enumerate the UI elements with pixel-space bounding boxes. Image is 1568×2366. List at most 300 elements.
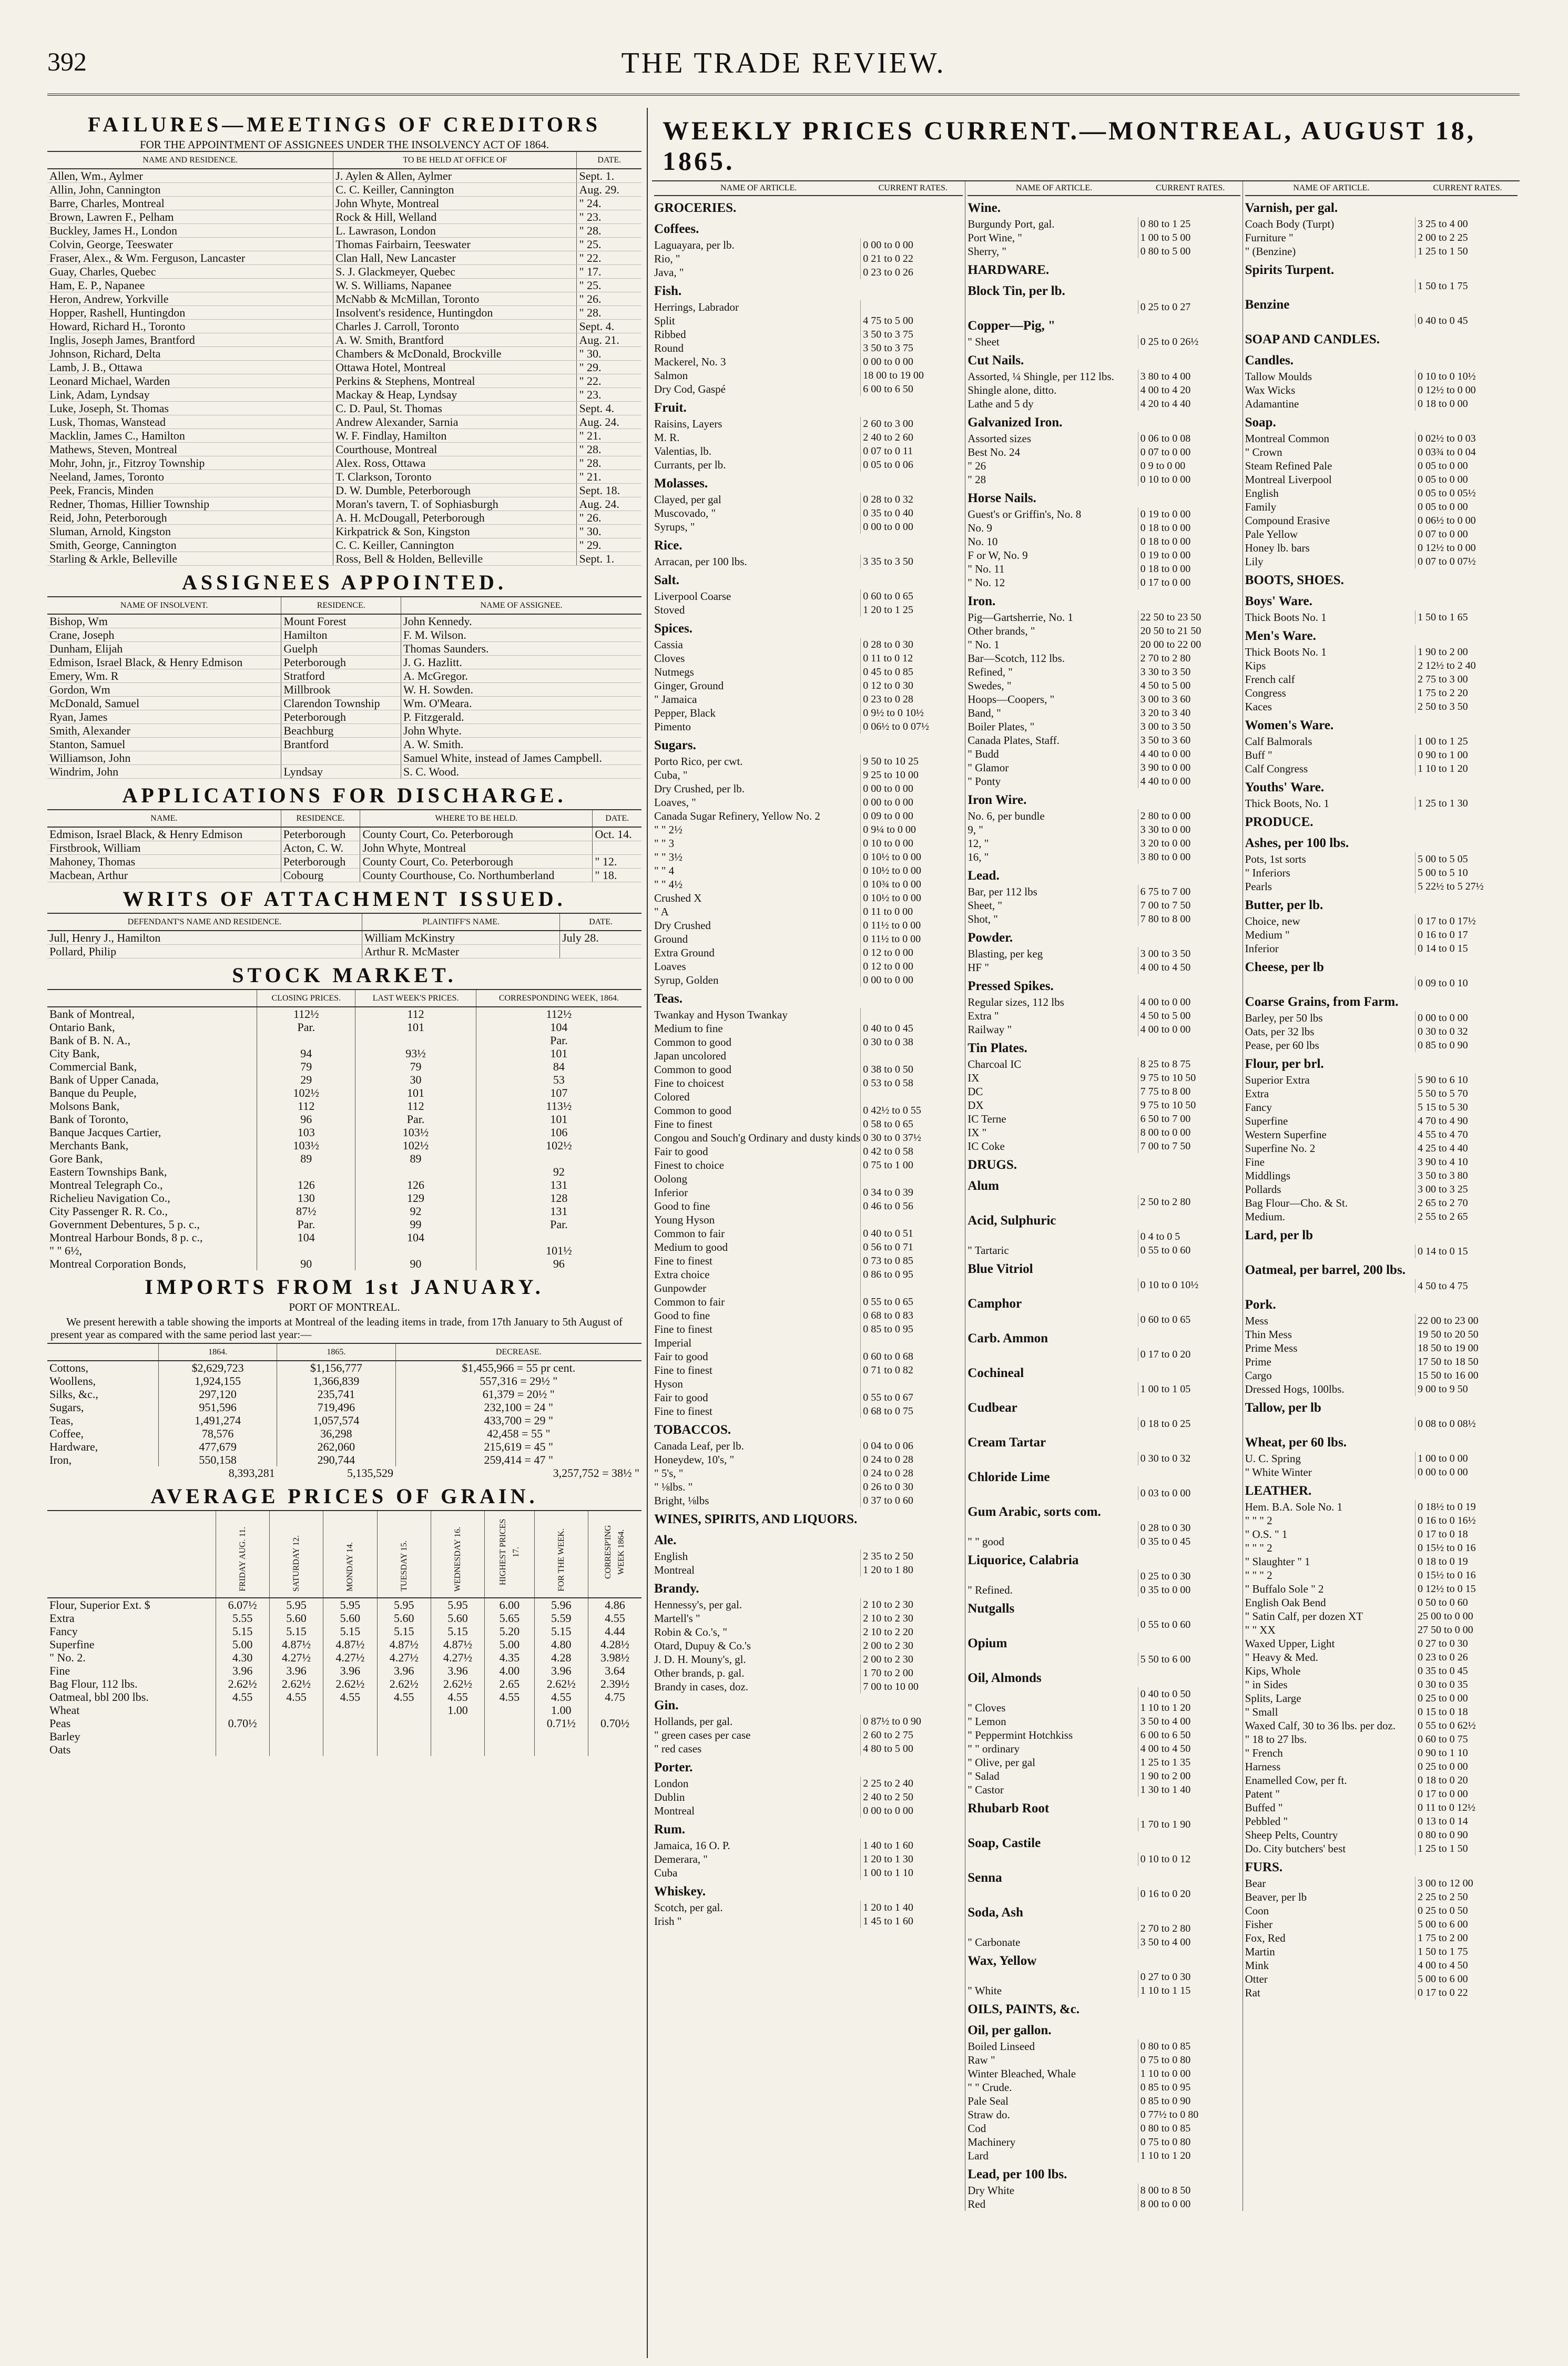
current-rate: 0 55 to 0 65 — [860, 1295, 963, 1309]
article-name: Dry Crushed — [654, 919, 711, 932]
price-row — [968, 809, 1240, 823]
article-name: " Peppermint Hotchkiss — [968, 1729, 1073, 1741]
current-rate: 0 00 to 0 00 — [860, 782, 963, 796]
current-rate: 0 25 to 0 50 — [1415, 1904, 1518, 1918]
current-rate: 1 10 to 1 20 — [1138, 1701, 1240, 1715]
article-name: Martell's " — [654, 1612, 700, 1625]
total-cell — [47, 1466, 159, 1480]
table-cell: Lamb, J. B., Ottawa — [47, 361, 333, 374]
table-cell: 2.39½ — [588, 1677, 642, 1690]
category-heading — [968, 1292, 1240, 1313]
current-rate: 5 22½ to 5 27½ — [1415, 880, 1518, 893]
current-rate: 9 75 to 10 50 — [1138, 1098, 1240, 1112]
price-row — [968, 2108, 1240, 2122]
table-row — [47, 1401, 642, 1414]
table-row — [47, 361, 642, 374]
current-rate: 0 00 to 0 00 — [860, 238, 963, 252]
price-row — [654, 1404, 963, 1418]
article-name: " Castor — [968, 1783, 1004, 1796]
article-name: Shingle alone, ditto. — [968, 384, 1057, 396]
column-header — [323, 1511, 377, 1598]
price-row — [1245, 244, 1518, 258]
column-header: TO BE HELD AT OFFICE OF — [333, 151, 577, 169]
table-cell: 102½ — [476, 1139, 642, 1152]
table-cell: Extra — [49, 1612, 75, 1625]
table-cell: Beachburg — [281, 724, 401, 738]
category-heading — [968, 1949, 1240, 1970]
price-row — [968, 2197, 1240, 2211]
table-row — [47, 1126, 642, 1139]
price-row — [1245, 1417, 1518, 1431]
current-rate: 9 00 to 9 50 — [1415, 1382, 1518, 1396]
table-row — [47, 1178, 642, 1191]
table-cell — [588, 1704, 642, 1717]
price-row — [654, 1063, 963, 1076]
price-row — [1245, 1959, 1518, 1972]
category-name: FURS. — [1245, 1860, 1283, 1874]
table-cell: Charles J. Carroll, Toronto — [333, 320, 577, 333]
table-cell: Gore Bank, — [49, 1152, 103, 1165]
table-cell: Smith, Alexander — [47, 724, 281, 738]
table-row — [47, 1717, 642, 1730]
price-row — [654, 1715, 963, 1728]
current-rate: 0 00 to 0 00 — [860, 796, 963, 809]
table-cell: Wm. O'Meara. — [401, 697, 642, 710]
price-row — [1245, 686, 1518, 700]
price-row — [1245, 797, 1518, 810]
article-name: Martin — [1245, 1945, 1275, 1958]
table-cell: 128 — [476, 1191, 642, 1205]
table-row — [47, 538, 642, 552]
current-rate: 0 30 to 0 35 — [1415, 1678, 1518, 1691]
category-name: Salt. — [654, 573, 679, 587]
category-name: Tin Plates. — [968, 1041, 1027, 1055]
price-row — [654, 1563, 963, 1577]
table-row — [47, 306, 642, 320]
table-cell: Cobourg — [281, 869, 360, 882]
price-row — [654, 946, 963, 960]
table-cell — [269, 1730, 323, 1743]
table-cell: " 24. — [577, 197, 642, 210]
name-of-article-header: NAME OF ARTICLE. — [1293, 183, 1370, 192]
category-heading — [1245, 1431, 1518, 1452]
price-row — [1245, 1801, 1518, 1814]
column-header-label: FRIDAY AUG. 11. — [238, 1527, 247, 1592]
article-name — [968, 1818, 1137, 1831]
table-row — [47, 945, 642, 958]
price-row — [654, 1254, 963, 1268]
current-rate: 2 10 to 2 30 — [860, 1598, 963, 1612]
current-rate: 5 90 to 6 10 — [1415, 1073, 1518, 1087]
current-rate: 0 00 to 0 00 — [860, 355, 963, 369]
current-rate: 2 60 to 3 00 — [860, 417, 963, 431]
article-name: Red — [968, 2198, 986, 2210]
article-name: Swedes, " — [968, 679, 1012, 692]
price-row — [1245, 1355, 1518, 1369]
article-name: Fine to finest — [654, 1118, 712, 1130]
current-rate: 0 75 to 0 80 — [1138, 2135, 1240, 2149]
current-rate: 2 25 to 2 50 — [1415, 1890, 1518, 1904]
price-row — [1245, 231, 1518, 244]
table-cell: 6.00 — [485, 1598, 534, 1612]
table-cell: 259,414 = 47 " — [395, 1453, 642, 1466]
price-row — [654, 493, 963, 506]
current-rate: 0 10 to 0 12 — [1138, 1852, 1240, 1866]
current-rate: 1 10 to 1 15 — [1138, 1984, 1240, 1997]
table-cell: 2.62½ — [377, 1677, 431, 1690]
table-cell — [269, 1704, 323, 1717]
article-name: Good to fine — [654, 1309, 710, 1322]
current-rate: 0 28 to 0 30 — [1138, 1521, 1240, 1535]
article-name: HF " — [968, 961, 989, 974]
table-cell: Aug. 29. — [577, 183, 642, 197]
table-cell: 131 — [476, 1178, 642, 1191]
column-header — [431, 1511, 484, 1598]
table-cell: Aug. 21. — [577, 333, 642, 347]
article-name: Oolong — [654, 1172, 687, 1185]
table-row — [47, 279, 642, 292]
current-rate: 0 11 to 0 12 — [860, 651, 963, 665]
price-row — [1245, 397, 1518, 411]
table-cell: Banque Jacques Cartier, — [49, 1126, 161, 1139]
table-cell: 4.27½ — [431, 1651, 484, 1664]
table-cell: 2.65 — [485, 1677, 534, 1690]
price-row — [968, 507, 1240, 521]
article-name: M. R. — [654, 431, 680, 444]
current-rate: 0 55 to 0 60 — [1138, 1243, 1240, 1257]
table-cell: Richelieu Navigation Co., — [49, 1191, 170, 1205]
table-cell: 4.86 — [588, 1598, 642, 1612]
table-cell: Jull, Henry J., Hamilton — [47, 931, 362, 945]
table-cell: 4.27½ — [323, 1651, 377, 1664]
article-name: " ⅛lbs. " — [654, 1481, 693, 1493]
current-rate: 0 05 to 0 00 — [1415, 500, 1518, 514]
table-row — [47, 1205, 642, 1218]
article-name: 16, " — [968, 851, 989, 863]
table-cell: 4.55 — [377, 1690, 431, 1704]
current-rate: 1 00 to 0 00 — [1415, 1452, 1518, 1465]
current-rate: 0 85 to 0 90 — [1138, 2094, 1240, 2108]
price-row — [1245, 735, 1518, 748]
article-name: Extra choice — [654, 1268, 710, 1281]
column-header-label: CORRESP'ING WEEK 1864. — [604, 1525, 626, 1579]
table-cell: 262,060 — [277, 1440, 395, 1453]
price-row — [968, 1701, 1240, 1715]
current-rate: 1 00 to 1 05 — [1138, 1382, 1240, 1396]
table-cell — [355, 1165, 476, 1178]
price-row — [1245, 1890, 1518, 1904]
header-row — [47, 151, 642, 169]
current-rate: 2 35 to 2 50 — [860, 1549, 963, 1563]
price-row — [968, 548, 1240, 562]
current-rate: 3 30 to 3 50 — [1138, 665, 1240, 679]
current-rate: 0 85 to 0 90 — [1415, 1038, 1518, 1052]
column-header-label: SATURDAY 12. — [292, 1535, 301, 1592]
category-name: Fruit. — [654, 401, 687, 415]
article-name — [1245, 1279, 1415, 1293]
category-name: Carb. Ammon — [968, 1331, 1048, 1345]
current-rate: 0 25 to 0 00 — [1415, 1691, 1518, 1705]
price-row — [1245, 432, 1518, 445]
price-row — [1245, 1582, 1518, 1596]
column-header — [588, 1511, 642, 1598]
price-row — [654, 1377, 963, 1391]
current-rate: 1 25 to 1 30 — [1415, 797, 1518, 810]
category-name: Nutgalls — [968, 1602, 1015, 1616]
current-rate: 2 50 to 3 50 — [1415, 700, 1518, 713]
article-name: Raw " — [968, 2054, 995, 2066]
category-name: Brandy. — [654, 1582, 699, 1596]
table-cell: 112 — [355, 1007, 476, 1021]
price-row — [654, 1680, 963, 1694]
category-name: Wax, Yellow — [968, 1954, 1037, 1968]
price-row — [654, 932, 963, 946]
table-row — [47, 238, 642, 251]
price-row — [968, 1112, 1240, 1126]
category-name: Powder. — [968, 931, 1013, 945]
price-row — [968, 1126, 1240, 1139]
price-row — [1245, 700, 1518, 713]
grain-section — [47, 1485, 642, 1756]
current-rate: 0 07 to 0 07½ — [1415, 555, 1518, 568]
article-name: Furniture " — [1245, 231, 1294, 244]
article-name: " Ponty — [968, 775, 1001, 788]
price-row — [1245, 1877, 1518, 1890]
article-name: Refined, " — [968, 666, 1013, 678]
price-row — [968, 1195, 1240, 1209]
current-rate: 4 70 to 4 90 — [1415, 1114, 1518, 1128]
article-name: Scotch, per gal. — [654, 1901, 723, 1914]
current-rate: 0 45 to 0 85 — [860, 665, 963, 679]
current-rate: 0 19 to 0 00 — [1138, 548, 1240, 562]
current-rate: 7 75 to 8 00 — [1138, 1085, 1240, 1098]
table-cell: " 23. — [577, 210, 642, 224]
current-rate: 1 00 to 1 25 — [1415, 735, 1518, 748]
price-row — [1245, 672, 1518, 686]
table-cell: McNabb & McMillan, Toronto — [333, 292, 577, 306]
current-rate: 7 00 to 7 50 — [1138, 1139, 1240, 1153]
current-rate: 0 08 to 0 08½ — [1415, 1417, 1518, 1431]
column-header: RESIDENCE. — [281, 810, 360, 827]
table-row — [47, 1139, 642, 1152]
table-cell: A. W. Smith, Brantford — [333, 333, 577, 347]
current-rate: 0 16 to 0 16½ — [1415, 1514, 1518, 1527]
article-name: " Lemon — [968, 1715, 1006, 1728]
price-row — [968, 1769, 1240, 1783]
table-row — [47, 1047, 642, 1060]
article-name: Java, " — [654, 266, 684, 279]
table-cell: 4.55 — [588, 1612, 642, 1625]
category-name: DRUGS. — [968, 1158, 1017, 1172]
current-rate: 0 07 to 0 00 — [1138, 445, 1240, 459]
header-row — [47, 1343, 642, 1361]
current-rate: 0 30 to 0 37½ — [860, 1131, 963, 1145]
current-rate: 4 50 to 5 00 — [1138, 1009, 1240, 1023]
current-rate: 0 24 to 0 28 — [860, 1466, 963, 1480]
article-name: Hoops—Coopers, " — [968, 693, 1055, 706]
price-row — [1245, 762, 1518, 776]
current-rate: 0 23 to 0 26 — [860, 266, 963, 279]
table-cell — [355, 1034, 476, 1047]
current-rate: 0 30 to 0 32 — [1138, 1452, 1240, 1465]
current-rate: 1 90 to 2 00 — [1138, 1769, 1240, 1783]
category-heading — [968, 1209, 1240, 1230]
price-row — [1245, 1596, 1518, 1609]
article-name: " " 3 — [654, 837, 675, 850]
table-cell: 90 — [257, 1257, 355, 1270]
category-heading — [1245, 589, 1518, 610]
table-cell: 131 — [476, 1205, 642, 1218]
article-name: Herrings, Labrador — [654, 301, 739, 313]
table-cell: 4.28½ — [588, 1638, 642, 1651]
price-row — [654, 1914, 963, 1928]
article-name: Montreal Common — [1245, 432, 1330, 445]
price-row — [654, 328, 963, 341]
table-cell: F. M. Wilson. — [401, 628, 642, 642]
article-name: Mink — [1245, 1959, 1269, 1972]
article-name: Sheep Pelts, Country — [1245, 1829, 1338, 1841]
table-row — [47, 470, 642, 484]
failures-table — [47, 151, 642, 566]
article-name: Brandy in cases, doz. — [654, 1680, 749, 1693]
table-cell: Moran's tavern, T. of Sophiasburgh — [333, 497, 577, 511]
article-name: Thin Mess — [1245, 1328, 1292, 1341]
article-name: Pepper, Black — [654, 707, 716, 719]
category-name: Iron. — [968, 594, 996, 608]
article-name — [968, 1852, 1137, 1866]
category-name: Blue Vitriol — [968, 1262, 1033, 1276]
table-row — [47, 210, 642, 224]
current-rate: 0 14 to 0 15 — [1415, 1245, 1518, 1258]
current-rate: 0 10½ to 0 00 — [860, 864, 963, 878]
article-name: 12, " — [968, 837, 989, 850]
table-cell: Arthur R. McMaster — [362, 945, 560, 958]
article-name: Thick Boots, No. 1 — [1245, 797, 1330, 810]
category-name: Rhubarb Root — [968, 1801, 1050, 1816]
table-row — [47, 841, 642, 855]
table-cell: 104 — [355, 1231, 476, 1244]
table-cell: Hamilton — [281, 628, 401, 642]
table-cell: 5.15 — [431, 1625, 484, 1638]
current-rate: 0 42 to 0 58 — [860, 1145, 963, 1158]
table-row — [47, 683, 642, 697]
table-cell: Par. — [476, 1218, 642, 1231]
price-row — [654, 1158, 963, 1172]
category-heading — [968, 1036, 1240, 1057]
current-rate: 0 15½ to 0 16 — [1415, 1568, 1518, 1582]
price-row — [654, 809, 963, 823]
category-name: Oil, per gallon. — [968, 2023, 1052, 2037]
table-cell: Leonard Michael, Warden — [47, 374, 333, 388]
price-row — [654, 1653, 963, 1666]
price-row — [1245, 1555, 1518, 1568]
article-name: Cuba — [654, 1867, 678, 1879]
price-row — [654, 1172, 963, 1186]
table-cell: Link, Adam, Lyndsay — [47, 388, 333, 402]
table-cell: " " 6½, — [49, 1244, 82, 1257]
category-heading — [968, 864, 1240, 885]
table-row — [47, 1638, 642, 1651]
price-row — [1245, 1210, 1518, 1223]
article-name: Patent " — [1245, 1788, 1280, 1800]
current-rate: 2 70 to 2 80 — [1138, 1922, 1240, 1935]
article-name: " Small — [1245, 1706, 1278, 1718]
table-cell: 557,316 = 29½ " — [395, 1374, 642, 1388]
table-cell: 4.75 — [588, 1690, 642, 1704]
current-rate: 0 17 to 0 18 — [1415, 1527, 1518, 1541]
current-rate — [860, 1049, 963, 1063]
table-cell: Aug. 24. — [577, 497, 642, 511]
article-name: Common to good — [654, 1104, 732, 1117]
table-cell: 5.95 — [269, 1598, 323, 1612]
price-row — [1245, 1931, 1518, 1945]
price-row — [968, 1452, 1240, 1465]
article-name: Middlings — [1245, 1169, 1290, 1182]
table-cell: $2,629,723 — [159, 1361, 277, 1374]
price-row — [968, 1783, 1240, 1797]
price-row — [968, 1728, 1240, 1742]
price-row — [654, 355, 963, 369]
table-row — [47, 1152, 642, 1165]
price-row — [654, 1131, 963, 1145]
article-name: Common to good — [654, 1063, 732, 1076]
article-name: Medium to fine — [654, 1022, 723, 1035]
table-cell: Bag Flour, 112 lbs. — [49, 1677, 138, 1690]
table-cell: Kirkpatrick & Son, Kingston — [333, 525, 577, 538]
price-row — [1245, 942, 1518, 955]
current-rate: 15 50 to 16 00 — [1415, 1369, 1518, 1382]
price-row — [1245, 1369, 1518, 1382]
current-rate: 0 25 to 0 26½ — [1138, 335, 1240, 349]
price-row — [968, 720, 1240, 733]
price-row — [654, 651, 963, 665]
current-rate: 0 04 to 0 06 — [860, 1439, 963, 1453]
current-rate: 0 18 to 0 00 — [1138, 535, 1240, 548]
article-name: Assorted sizes — [968, 432, 1031, 445]
article-name: Tallow Moulds — [1245, 370, 1312, 383]
price-row — [968, 459, 1240, 473]
table-cell: Windrim, John — [47, 765, 281, 779]
article-name: Arracan, per 100 lbs. — [654, 555, 747, 568]
table-cell: Aug. 24. — [577, 415, 642, 429]
current-rate: 0 18 to 0 20 — [1415, 1773, 1518, 1787]
table-row — [47, 1099, 642, 1113]
article-name: " " XX — [1245, 1624, 1276, 1636]
category-heading — [1245, 411, 1518, 432]
table-row — [47, 402, 642, 415]
table-cell — [560, 945, 642, 958]
article-name: French calf — [1245, 673, 1295, 686]
current-rate: 0 17 to 0 17½ — [1415, 914, 1518, 928]
price-row — [968, 624, 1240, 638]
table-cell: " 28. — [577, 456, 642, 470]
table-cell: Edmison, Israel Black, & Henry Edmison — [47, 827, 281, 841]
article-name: " Buffalo Sole " 2 — [1245, 1583, 1324, 1595]
table-cell: 101½ — [476, 1244, 642, 1257]
price-row — [968, 1569, 1240, 1583]
price-row — [968, 1535, 1240, 1548]
article-name: " 18 to 27 lbs. — [1245, 1733, 1307, 1746]
category-heading — [654, 1577, 963, 1598]
current-rate: 5 00 to 5 05 — [1415, 852, 1518, 866]
table-cell: J. G. Hazlitt. — [401, 656, 642, 669]
current-rate: 0 06 to 0 08 — [1138, 432, 1240, 445]
current-rate: 0 17 to 0 20 — [1138, 1348, 1240, 1361]
category-heading — [1245, 568, 1518, 589]
category-heading — [968, 1153, 1240, 1174]
category-heading — [1245, 831, 1518, 852]
table-cell: Howard, Richard H., Toronto — [47, 320, 333, 333]
